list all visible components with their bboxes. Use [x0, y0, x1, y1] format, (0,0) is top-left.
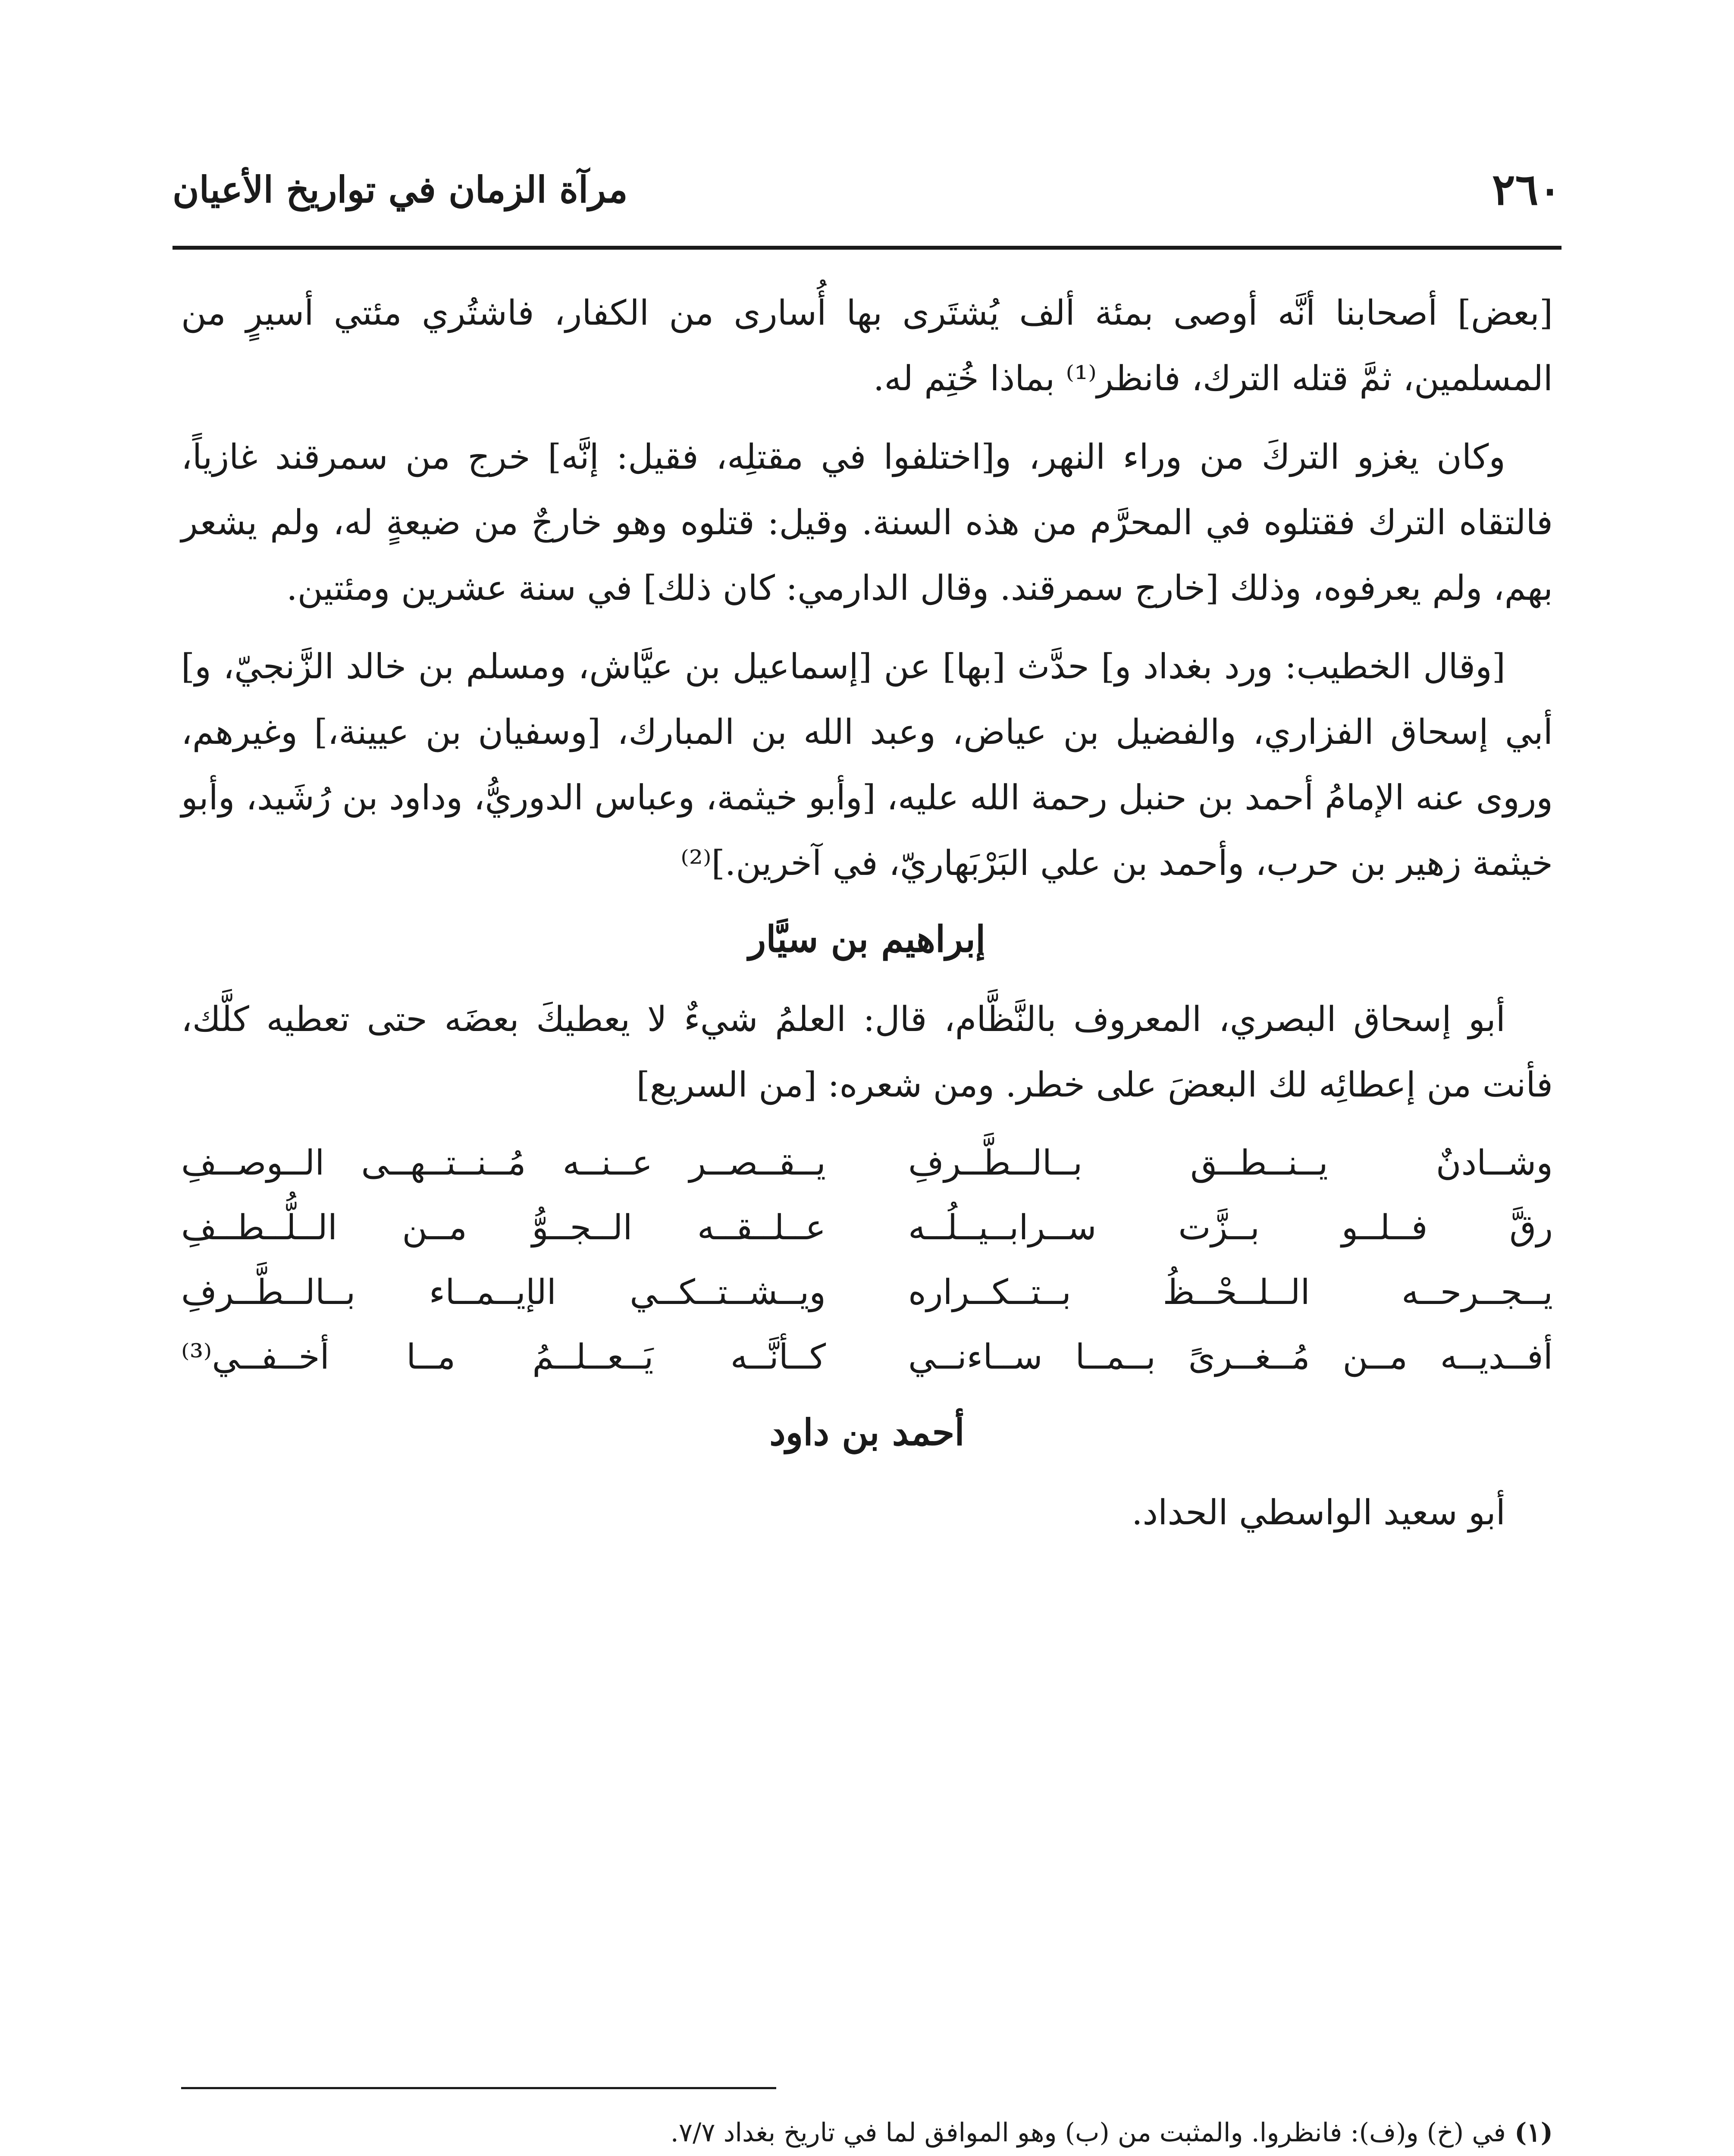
footnote-1 — [181, 2109, 1553, 2156]
paragraph-1: [بعض] أصحابنا أنَّه أوصى بمئة ألف يُشتَرى بها أُسارى من الكفار، فاشتُري مئتي أسيرٍ من المسلمين، ثمَّ قتله الترك، فانظر⁽¹⁾ بماذا خُتِم له. — [181, 293, 1553, 398]
poem-verse — [181, 1195, 1553, 1260]
running-title: مرآة الزمان في تواريخ الأعيان — [172, 168, 628, 211]
page-header — [172, 147, 1562, 241]
header-rule — [172, 246, 1562, 250]
footnote-rule — [181, 2087, 776, 2089]
verse-second-hemistich: كــأنَّــه يَــعــلــمُ مــا أخــفــي⁽³⁾ — [181, 1337, 826, 1377]
paragraph-2: وكان يغزو التركَ من وراء النهر، و[اختلفوا في مقتلِه، فقيل: إنَّه] خرج من سمرقند غازياً، فالتقاه الترك فقتلوه في المحرَّم من هذه السنة. وقيل: قتلوه وهو خارجٌ من ضيعةٍ له، ولم يشعر بهم، ولم يعرفوه، وذلك [خارج سمرقند. وقال الدارمي: كان ذلك] في سنة عشرين ومئتين. — [181, 437, 1553, 608]
biography-text-ibrahim: أبو إسحاق البصري، المعروف بالنَّظَّام، قال: العلمُ شيءٌ لا يعطيكَ بعضَه حتى تعطيه كلَّك، فأنت من إعطائِه لك البعضَ على خطر. ومن شعره: [من السريع] — [181, 999, 1553, 1105]
verse-first-hemistich: أفــديــه مــن مُــغــرىً بــمــا ســاءنــي — [908, 1337, 1553, 1377]
verse-first-hemistich: وشــادنٌ يــنــطــق بــالــطَّــرفِ — [908, 1143, 1553, 1183]
biography-heading-ibrahim: إبراهيم بن سيَّار — [748, 918, 986, 960]
verse-second-hemistich: ويــشــتــكــي الإيــمــاء بــالــطَّــرفِ — [181, 1272, 826, 1312]
poem — [181, 1131, 1553, 1389]
page-number: ٢٦٠ — [1492, 164, 1562, 215]
footnote-text: في (خ) و(ف): فانظروا. والمثبت من (ب) وهو الموافق لما في تاريخ بغداد ٧/٧. — [670, 2118, 1506, 2148]
main-text — [181, 280, 1553, 1558]
footnotes — [181, 2109, 1553, 2156]
biography-heading-ahmad: أحمد بن داود — [769, 1411, 965, 1454]
biography-text-ahmad: أبو سعيد الواسطي الحداد. — [1132, 1492, 1505, 1532]
verse-first-hemistich: يــجــرحــه الــلــحْــظُ بــتــكــراره — [908, 1272, 1553, 1312]
footnote-marker: (١) — [1514, 2118, 1553, 2148]
verse-second-hemistich: يــقــصــر عــنــه مُــنــتــهــى الــوصــفِ — [181, 1143, 826, 1183]
poem-verse — [181, 1325, 1553, 1389]
verse-first-hemistich: رقَّ فــلــو بــزَّت ســرابــيــلُــه — [908, 1207, 1553, 1247]
verse-second-hemistich: عــلــقــه الــجــوُّ مــن الــلُّــطــفِ — [181, 1207, 826, 1247]
poem-verse — [181, 1260, 1553, 1325]
poem-verse — [181, 1131, 1553, 1195]
paragraph-3: [وقال الخطيب: ورد بغداد و] حدَّث [بها] عن [إسماعيل بن عيَّاش، ومسلم بن خالد الزَّنجيّ، و] أبي إسحاق الفزاري، والفضيل بن عياض، وعبد الله بن المبارك، [وسفيان بن عيينة،] وغيرهم، وروى عنه الإمامُ أحمد بن حنبل رحمة الله عليه، [وأبو خيثمة، وعباس الدوريُّ، وداود بن رُشَيد، وأبو خيثمة زهير بن حرب، وأحمد بن علي البَرْبَهاريّ، في آخرين.]⁽²⁾ — [181, 646, 1553, 883]
